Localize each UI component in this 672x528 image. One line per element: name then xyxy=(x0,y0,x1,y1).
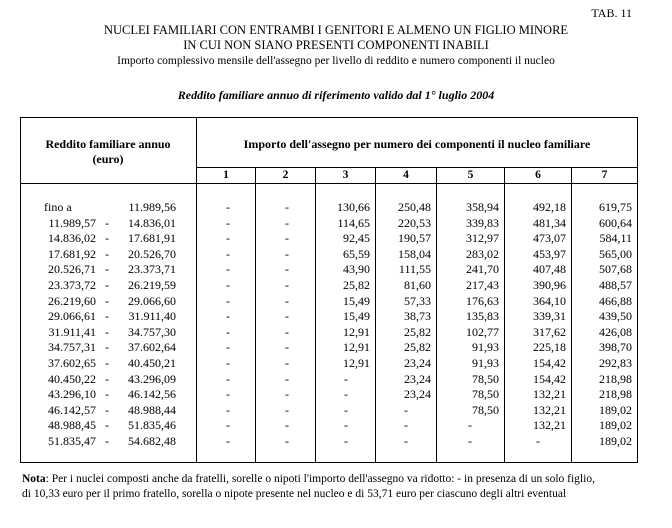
amount-cell: - xyxy=(285,200,289,214)
amount-cell: - xyxy=(536,434,540,448)
column-number: 6 xyxy=(535,169,541,181)
amount-cell: - xyxy=(344,372,348,386)
income-from: 46.142,57 xyxy=(48,403,96,417)
amount-cell: 481,34 xyxy=(533,216,566,230)
range-separator: - xyxy=(105,372,109,386)
amount-cell: 102,77 xyxy=(466,325,499,339)
income-from: 37.602,65 xyxy=(48,356,96,370)
income-to: 48.988,44 xyxy=(128,403,176,417)
amount-cell: - xyxy=(285,262,289,276)
table-row xyxy=(0,340,672,356)
income-from: 31.911,41 xyxy=(48,325,96,339)
amount-cell: - xyxy=(285,434,289,448)
amount-cell: 339,31 xyxy=(533,309,566,323)
amount-cell: 91,93 xyxy=(472,340,499,354)
column-number: 2 xyxy=(282,169,289,181)
income-from: 14.836,02 xyxy=(48,231,96,245)
amount-cell: 565,00 xyxy=(599,247,632,261)
amount-cell: 619,75 xyxy=(599,200,632,214)
amount-cell: 12,91 xyxy=(343,340,370,354)
note-text-continued: di 10,33 euro per il primo fratello, sorella o nipote presente nel nucleo e di 53,71 euro per ciascuno degli altri eventual xyxy=(22,488,567,500)
amount-cell: 453,97 xyxy=(533,247,566,261)
amount-cell: - xyxy=(226,418,230,432)
amount-column-header: Importo dell'assegno per numero dei componenti il nucleo familiare xyxy=(243,137,591,151)
title-line-1: NUCLEI FAMILIARI CON ENTRAMBI I GENITORI E ALMENO UN FIGLIO MINORE xyxy=(103,23,569,37)
amount-cell: 154,42 xyxy=(533,356,566,370)
amount-cell: 507,68 xyxy=(599,262,632,276)
range-separator: - xyxy=(105,309,109,323)
amount-cell: - xyxy=(285,294,289,308)
table-row xyxy=(0,372,672,388)
amount-cell: 217,43 xyxy=(466,278,499,292)
table-number: TAB. 11 xyxy=(591,6,632,20)
amount-cell: 358,94 xyxy=(466,200,499,214)
table-row xyxy=(0,200,672,216)
income-to: 43.296,09 xyxy=(128,372,176,386)
amount-cell: 584,11 xyxy=(599,231,632,245)
amount-cell: - xyxy=(226,216,230,230)
income-from: 29.066,61 xyxy=(48,309,96,323)
range-separator: - xyxy=(105,278,109,292)
income-from: 40.450,22 xyxy=(48,372,96,386)
amount-cell: - xyxy=(285,387,289,401)
income-from: 34.757,31 xyxy=(48,340,96,354)
income-from: 11.989,57 xyxy=(48,216,96,230)
amount-cell: 23,24 xyxy=(404,372,431,386)
amount-cell: 189,02 xyxy=(599,403,632,417)
column-number: 1 xyxy=(223,169,229,181)
amount-cell: - xyxy=(285,231,289,245)
amount-cell: - xyxy=(226,372,230,386)
amount-cell: 488,57 xyxy=(599,278,632,292)
amount-cell: 132,21 xyxy=(533,403,566,417)
amount-cell: - xyxy=(404,418,408,432)
amount-cell: - xyxy=(226,262,230,276)
amount-cell: 114,65 xyxy=(337,216,370,230)
range-separator: - xyxy=(105,434,109,448)
reference-period: Reddito familiare annuo di riferimento valido dal 1° luglio 2004 xyxy=(177,88,495,102)
amount-cell: 218,98 xyxy=(599,372,632,386)
amount-cell: - xyxy=(468,418,472,432)
column-number: 5 xyxy=(467,169,474,181)
income-to: 14.836,01 xyxy=(128,216,176,230)
amount-cell: 25,82 xyxy=(343,278,370,292)
amount-cell: - xyxy=(285,247,289,261)
amount-cell: 135,83 xyxy=(466,309,499,323)
income-to: 29.066,60 xyxy=(128,294,176,308)
range-separator: - xyxy=(105,387,109,401)
table-row xyxy=(0,418,672,434)
table-row xyxy=(0,231,672,247)
amount-cell: 111,55 xyxy=(398,262,431,276)
table-row xyxy=(0,262,672,278)
amount-cell: 65,59 xyxy=(343,247,370,261)
amount-cell: 43,90 xyxy=(343,262,370,276)
amount-cell: 426,08 xyxy=(599,325,632,339)
range-separator: - xyxy=(105,294,109,308)
amount-cell: 78,50 xyxy=(472,403,499,417)
amount-cell: 132,21 xyxy=(533,387,566,401)
amount-cell: 25,82 xyxy=(404,325,431,339)
table-row xyxy=(0,309,672,325)
amount-cell: 92,45 xyxy=(343,231,370,245)
amount-cell: 12,91 xyxy=(343,356,370,370)
range-separator: - xyxy=(105,262,109,276)
range-separator: - xyxy=(105,231,109,245)
amount-cell: - xyxy=(226,387,230,401)
range-separator: - xyxy=(105,356,109,370)
table-row xyxy=(0,403,672,419)
amount-cell: - xyxy=(404,403,408,417)
amount-cell: 130,66 xyxy=(337,200,370,214)
amount-cell: 312,97 xyxy=(466,231,499,245)
income-from: 26.219,60 xyxy=(48,294,96,308)
income-header-unit: (euro) xyxy=(92,152,124,166)
amount-cell: - xyxy=(285,325,289,339)
amount-cell: 38,73 xyxy=(404,309,431,323)
amount-cell: 292,83 xyxy=(599,356,632,370)
footnote xyxy=(22,472,652,502)
amount-cell: 398,70 xyxy=(599,340,632,354)
amount-cell: 390,96 xyxy=(533,278,566,292)
income-to: 40.450,21 xyxy=(128,356,176,370)
income-to: 37.602,64 xyxy=(128,340,176,354)
amount-cell: - xyxy=(285,403,289,417)
amount-cell: - xyxy=(226,356,230,370)
amount-cell: - xyxy=(285,278,289,292)
range-separator: - xyxy=(105,325,109,339)
amount-cell: 364,10 xyxy=(533,294,566,308)
income-from: 51.835,47 xyxy=(48,434,96,448)
amount-cell: 158,04 xyxy=(398,247,431,261)
amount-cell: 78,50 xyxy=(472,387,499,401)
amount-cell: 15,49 xyxy=(343,309,370,323)
amount-cell: - xyxy=(344,434,348,448)
amount-cell: - xyxy=(226,403,230,417)
amount-cell: - xyxy=(285,216,289,230)
amount-cell: 283,02 xyxy=(466,247,499,261)
range-separator: - xyxy=(105,216,109,230)
amount-cell: 154,42 xyxy=(533,372,566,386)
table-row xyxy=(0,278,672,294)
amount-cell: 132,21 xyxy=(533,418,566,432)
amount-cell: - xyxy=(226,231,230,245)
income-to: 54.682,48 xyxy=(128,434,176,448)
income-to: 17.681,91 xyxy=(128,231,176,245)
income-from: 20.526,71 xyxy=(48,262,96,276)
table-row xyxy=(0,325,672,341)
column-number: 7 xyxy=(601,169,608,181)
amount-cell: 600,64 xyxy=(599,216,632,230)
amount-cell: - xyxy=(344,418,348,432)
income-header-label: Reddito familiare annuo xyxy=(45,137,171,151)
amount-cell: 25,82 xyxy=(404,340,431,354)
income-from: fino a xyxy=(44,200,72,214)
income-to: 46.142,56 xyxy=(128,387,176,401)
amount-cell: 473,07 xyxy=(533,231,566,245)
amount-cell: 220,53 xyxy=(398,216,431,230)
amount-cell: - xyxy=(226,278,230,292)
range-separator: - xyxy=(105,340,109,354)
range-separator: - xyxy=(105,403,109,417)
income-to: 20.526,70 xyxy=(128,247,176,261)
amount-cell: - xyxy=(285,309,289,323)
income-from: 23.373,72 xyxy=(48,278,96,292)
income-to: 26.219,59 xyxy=(128,278,176,292)
amount-cell: 176,63 xyxy=(466,294,499,308)
table-row xyxy=(0,216,672,232)
amount-cell: 189,02 xyxy=(599,418,632,432)
income-to: 51.835,46 xyxy=(128,418,176,432)
income-from: 48.988,45 xyxy=(48,418,96,432)
table-row xyxy=(0,356,672,372)
amount-cell: 23,24 xyxy=(404,387,431,401)
amount-cell: 91,93 xyxy=(472,356,499,370)
table-row xyxy=(0,247,672,263)
column-number: 3 xyxy=(342,169,349,181)
amount-cell: - xyxy=(226,309,230,323)
note-label: Nota xyxy=(22,473,46,485)
amount-cell: 317,62 xyxy=(533,325,566,339)
amount-cell: 189,02 xyxy=(599,434,632,448)
amount-cell: 439,50 xyxy=(599,309,632,323)
amount-cell: - xyxy=(404,434,408,448)
amount-cell: - xyxy=(285,372,289,386)
income-from: 17.681,92 xyxy=(48,247,96,261)
amount-cell: - xyxy=(468,434,472,448)
amount-cell: - xyxy=(344,403,348,417)
income-to: 31.911,40 xyxy=(128,309,176,323)
amount-cell: 407,48 xyxy=(533,262,566,276)
column-number: 4 xyxy=(403,169,409,181)
title-line-2: IN CUI NON SIANO PRESENTI COMPONENTI INABILI xyxy=(183,38,489,52)
amount-cell: - xyxy=(226,340,230,354)
range-separator: - xyxy=(105,247,109,261)
amount-cell: 218,98 xyxy=(599,387,632,401)
amount-cell: 241,70 xyxy=(466,262,499,276)
amount-cell: 12,91 xyxy=(343,325,370,339)
amount-cell: - xyxy=(226,325,230,339)
amount-cell: 225,18 xyxy=(533,340,566,354)
amount-cell: 15,49 xyxy=(343,294,370,308)
amount-cell: - xyxy=(285,418,289,432)
amount-cell: - xyxy=(226,247,230,261)
amount-cell: - xyxy=(226,294,230,308)
amount-cell: - xyxy=(226,200,230,214)
amount-cell: 78,50 xyxy=(472,372,499,386)
range-separator: - xyxy=(105,418,109,432)
income-from: 43.296,10 xyxy=(48,387,96,401)
amount-cell: 190,57 xyxy=(398,231,431,245)
amount-cell: - xyxy=(226,434,230,448)
amount-cell: - xyxy=(344,387,348,401)
income-column-header xyxy=(20,137,196,167)
amount-cell: 57,33 xyxy=(404,294,431,308)
amount-cell: - xyxy=(285,340,289,354)
amount-cell: 81,60 xyxy=(404,278,431,292)
subtitle: Importo complessivo mensile dell'assegno per livello di reddito e numero componenti il nucleo xyxy=(117,55,555,67)
table-row xyxy=(0,294,672,310)
amount-cell: 250,48 xyxy=(398,200,431,214)
amount-cell: 23,24 xyxy=(404,356,431,370)
amount-cell: - xyxy=(285,356,289,370)
income-to: 34.757,30 xyxy=(128,325,176,339)
table-row xyxy=(0,434,672,450)
amount-cell: 466,88 xyxy=(599,294,632,308)
note-text: : Per i nuclei composti anche da fratelli, sorelle o nipoti l'importo dell'assegno va ridotto: - in presenza di un solo figlio, xyxy=(45,473,595,485)
income-to: 11.989,56 xyxy=(128,200,176,214)
amount-cell: 492,18 xyxy=(533,200,566,214)
income-to: 23.373,71 xyxy=(128,262,176,276)
table-row xyxy=(0,387,672,403)
amount-cell: 339,83 xyxy=(466,216,499,230)
